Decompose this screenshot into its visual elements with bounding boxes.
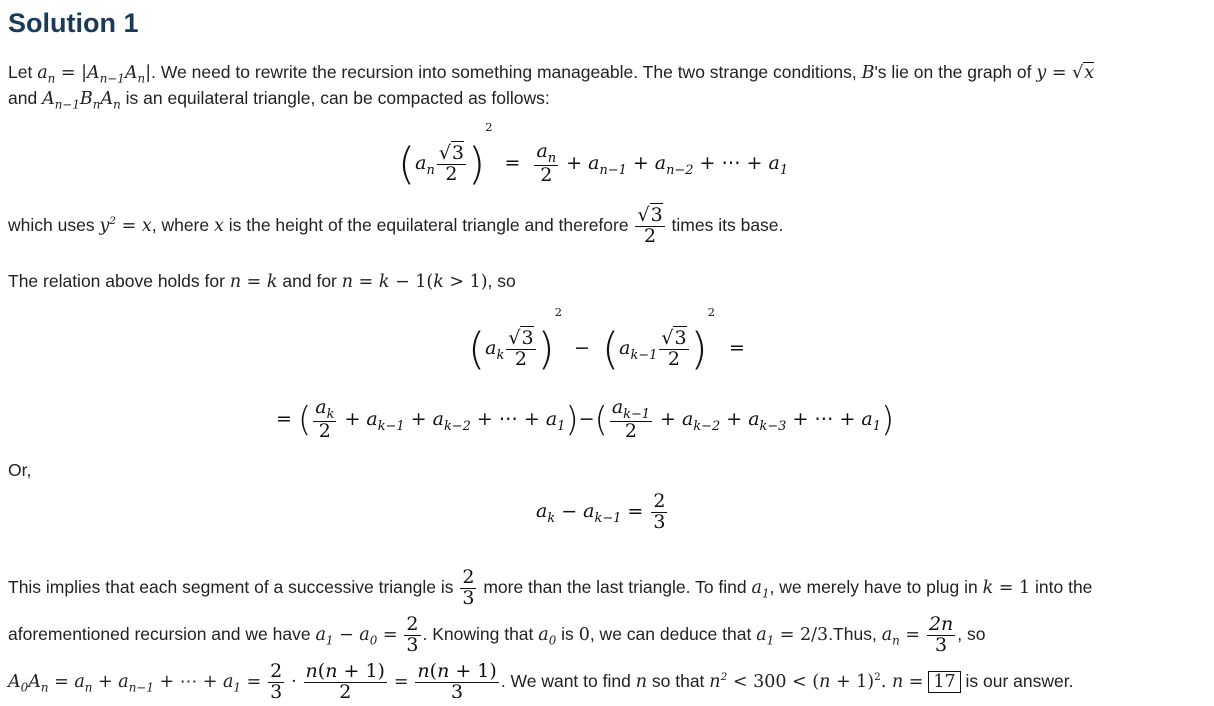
- math-zero: 0: [578, 625, 590, 646]
- equation-difference-lhs: ($a_k$ $\frac{√3}{2}$ )$^2 - (a_{k-1}$ $\frac{√3}{2}$ )$^2$ =: [468, 305, 745, 375]
- paragraph-final: $A_0A_n = a_n + a_{n-1}$ + ⋯ + $a_1$ = $\frac{2}{3}$ · $\frac{n(n + 1)}{2}$ = $\frac{n(n + 1)}{3}$ . We want to find n so that $n^2 < 300 < (n + 1)^2$. n = 17 is our answer.: [8, 660, 1074, 703]
- math-x: x: [213, 216, 224, 237]
- math-a0: $a_0$: [538, 625, 557, 648]
- paragraph-height-note: which uses $y^2 = x$, where x is the height of the equilateral triangle and therefore $\frac{√3}{2}$ times its base.: [8, 204, 784, 247]
- equation-main: ($a_n$ $\frac{√3}{2}$ )$^2$ = $\frac{a_n}{2}$ + $a_{n-1} + a_{n-2}$ + ⋯ + $a_1$: [398, 120, 789, 190]
- math-B: B: [861, 63, 875, 83]
- math-k-eq-1: k = 1: [982, 578, 1031, 599]
- equation-result: $a_k - a_{k-1}$ = $\frac{2}{3}$: [536, 490, 666, 533]
- paragraph-definition-line1: Let $a_n = |A_{n-1}A_n|$. We need to rewrite the recursion into something manageable. The two strange conditions, B's lie on the graph of y = √x: [8, 62, 1095, 86]
- math-a1: $a_1$: [751, 578, 770, 601]
- equation-difference-rhs: = ( $\frac{a_k}{2}$ + $a_{k-1} + a_{k-2}$ + ⋯ + $a_1)-$( $\frac{a_{k-1}}{2}$ + $a_{k-2} + a_{k-3}$ + ⋯ + $a_1$): [276, 396, 895, 443]
- paragraph-definition-line2: and $A_{n-1}B_nA_n$ is an equilateral triangle, can be compacted as follows:: [8, 88, 550, 112]
- math-an-definition: $a_n = |A_{n-1}A_n|$: [37, 63, 152, 86]
- math-n-eq-k-minus-1: n = k − 1(k > 1): [341, 272, 488, 292]
- paragraph-implies: This implies that each segment of a successive triangle is $\frac{2}{3}$ more than the last triangle. To find $a_1$, we merely have to plug in k = 1 into the: [8, 566, 1093, 609]
- math-sum-formula: $A_0A_n = a_n + a_{n-1}$ + ⋯ + $a_1$ =: [8, 672, 262, 695]
- paragraph-relation: The relation above holds for n = k and for n = k − 1(k > 1), so: [8, 271, 516, 292]
- math-inequality: $n^2 < 300 < (n + 1)^2$. n =: [709, 671, 924, 693]
- solution-heading: Solution 1: [8, 8, 139, 38]
- math-sqrt3-over-2: $\frac{√3}{2}$: [637, 204, 663, 247]
- math-two-thirds: $\frac{2}{3}$: [462, 566, 475, 609]
- answer-box: 17: [928, 671, 960, 693]
- math-a1-value: $a_1 = 2/3$: [756, 625, 829, 648]
- paragraph-aforementioned: aforementioned recursion and we have $a_1 - a_0$ = $\frac{2}{3}$ . Knowing that $a_0$ is 0, we can deduce that $a_1$ = 2/3.Thus, $a_n$ = $\frac{2n}{3}$ , so: [8, 613, 986, 656]
- or-text: Or,: [8, 460, 32, 480]
- math-an-formula: $a_n$ =: [881, 625, 921, 648]
- math-triangle: $A_{n-1}B_nA_n$: [42, 89, 121, 112]
- math-n-eq-k: n = k: [229, 272, 278, 292]
- math-n: n: [635, 672, 647, 693]
- math-y2-eq-x: $y^2 = x$: [99, 215, 152, 237]
- math-a1-minus-a0: $a_1 - a_0$ =: [315, 625, 398, 648]
- math-y-sqrt-x: y = √x: [1036, 63, 1095, 83]
